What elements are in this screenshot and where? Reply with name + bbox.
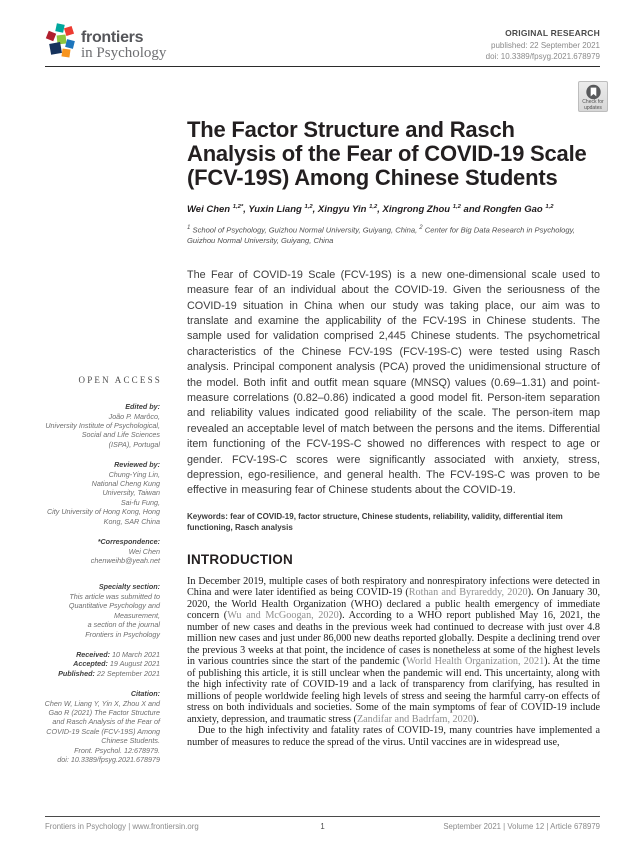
footer-rule — [45, 816, 600, 817]
citation-link[interactable]: Rothan and Byrareddy, 2020 — [408, 587, 528, 599]
abstract-text: The Fear of COVID-19 Scale (FCV-19S) is a new one-dimensional scale used to measure fear of an individual about the COVID-19. Given the seriousness of the COVID-19 situation in China when our study was taking place, our aim was to translate and examine the applicability of the FCV-19S in Chinese students. The sample used for validation comprised 2,445 Chinese students. The psychometrical characteristics of the Chinese FCV-19S (FCV-19S-C) were tested using Rasch analysis. Principal component analysis (PCA) proved the unidimensional structure of the model. Both infit and outfit mean square (MNSQ) values (0.69–1.31) and point-measure correlations (0.82–0.86) indicated a good model fit. Person-item separation and reliability values indicated good reliability of the scale. The person-item map revealed an acceptable level of match between the persons and the items. Differential item functioning of the FCV-19S-C showed no differences with respect to age or gender. FCV-19S-C scores were significantly associated with anxiety, stress, depression, ego-resilience, and general health. The FCV-19S-C was proven to be effective in measuring fear of Chinese students about the COVID-19. — [187, 268, 600, 497]
paragraph: Due to the high infectivity and fatality rates of COVID-19, many countries have implemented a number of measures to reduce the spread of the virus. Until vaccines are in widespread use, — [187, 725, 600, 748]
sidebar-line: Chen W, Liang Y, Yin X, Zhou X and — [44, 698, 160, 708]
frontiers-cubes-icon — [45, 23, 77, 61]
citation-link[interactable]: World Health Organization, 2021 — [406, 656, 545, 668]
article-title: The Factor Structure and Rasch Analysis of the Fear of COVID-19 Scale (FCV-19S) Among Chinese Students — [187, 117, 587, 190]
sidebar-line: Gao R (2021) The Factor Structure — [48, 708, 160, 718]
sidebar-block-label: Citation: — [130, 689, 160, 699]
keywords-line: Keywords: fear of COVID-19, factor structure, Chinese students, reliability, validity, differential item functioning, Rasch analysis — [187, 511, 563, 532]
sidebar-line: Wei Chen — [128, 546, 160, 556]
sidebar-block — [40, 402, 160, 449]
sidebar-line: and Rasch Analysis of the Fear of — [52, 717, 160, 727]
sidebar-block — [40, 582, 160, 639]
check-updates-badge[interactable] — [578, 81, 608, 112]
sidebar-blocks — [40, 402, 160, 764]
crossmark-icon — [585, 84, 602, 100]
authors-line: Wei Chen $^{1,2*}$, Yuxin Liang $^{1,2}$, Xingyu Yin $^{1,2}$, Xingrong Zhou $^{1,2}$ and Rongfen Gao $^{1,2}$ — [187, 204, 554, 216]
sidebar-line: Published: 22 September 2021 — [58, 668, 160, 678]
sidebar-line: Frontiers in Psychology — [85, 629, 160, 639]
sidebar-line: (ISPA), Portugal — [108, 439, 160, 449]
section-heading-introduction: INTRODUCTION — [187, 551, 293, 567]
sidebar-line: Social and Life Sciences — [81, 430, 160, 440]
sidebar-line: City University of Hong Kong, Hong — [46, 507, 160, 517]
citation-link[interactable]: Zandifar and Badrfam, 2020 — [356, 713, 473, 725]
sidebar-line: University, Taiwan — [102, 488, 160, 498]
published-date: published: 22 September 2021 — [491, 40, 600, 50]
sidebar-line: Sai-fu Fung, — [120, 497, 160, 507]
sidebar-block — [40, 460, 160, 526]
sidebar-line: This article was submitted to — [69, 591, 160, 601]
citation-link[interactable]: Wu and McGoogan, 2020 — [227, 610, 339, 622]
sidebar-line: João P. Marôco, — [108, 411, 160, 421]
paragraph: In December 2019, multiple cases of both respiratory and nonrespiratory infections were detected in China and were later identified as being COVID-19 (Rothan and Byrareddy, 2020). On January 30, 2020, the World Health Organization (WHO) declared a public health emergency of immediate concern (Wu and McGoogan, 2020). According to a WHO report published May 16, 2021, the number of new cases and deaths in the previous week had continued to decrease with just over 4.8 million new cases and just under 86,000 new deaths reported globally. Despite a declining trend over the previous 3 weeks at that point, the incidence of cases is nonetheless at some of the highest levels in various countries since the start of the pandemic (World Health Organization, 2021). At the time of publishing this article, it is still unclear when the pandemic will end. This uncertainty, along with the high infectivity rate of COVID-19 and a lack of transparency from clarifying, has resulted in millions of people worldwide feeling high levels of stress and seeing the harmful carry-on effects of stress on both individuals and societies. Some of the main symptoms of fear of COVID-19 include anxiety, depression, and traumatic stress (Zandifar and Badrfam, 2020). — [187, 575, 600, 725]
sidebar-line: Chung-Ying Lin, — [108, 469, 160, 479]
sidebar-line: doi: 10.3389/fpsyg.2021.678979 — [57, 755, 160, 765]
sidebar — [40, 375, 160, 775]
sidebar-line: National Cheng Kung — [91, 479, 160, 489]
sidebar-line: Chinese Students. — [101, 736, 160, 746]
sidebar-block — [40, 650, 160, 678]
main-column — [187, 118, 600, 748]
check-updates-label: Check for updates — [582, 99, 604, 111]
journal-name: frontiers — [81, 29, 144, 46]
footer-page-number: 1 — [320, 822, 325, 831]
affiliations-line: $^1$ School of Psychology, Guizhou Normal University, Guiyang, China, $^2$ Center for Big Data Research in Psychology, Guizhou Normal University, Guiyang, China — [187, 224, 575, 246]
header-meta — [486, 28, 600, 61]
sidebar-line: a section of the journal — [87, 620, 160, 630]
sidebar-line — [40, 556, 160, 565]
sidebar-block — [40, 537, 160, 565]
open-access-label: OPEN ACCESS — [78, 375, 162, 385]
sidebar-line: Front. Psychol. 12:678979. — [74, 745, 160, 755]
email-link[interactable]: chenweihb@yeah.net — [90, 555, 160, 565]
sidebar-line: Quantitative Psychology and — [68, 601, 160, 611]
sidebar-line: Accepted: 19 August 2021 — [73, 659, 160, 669]
sidebar-line: Measurement, — [114, 610, 160, 620]
header-rule — [45, 66, 600, 67]
journal-subtitle: in Psychology — [81, 45, 167, 61]
sidebar-line: University Institute of Psychological, — [45, 420, 160, 430]
article-type: ORIGINAL RESEARCH — [505, 28, 600, 38]
sidebar-block-label: *Correspondence: — [97, 537, 160, 547]
journal-logo — [45, 23, 166, 61]
footer-journal-url: Frontiers in Psychology | www.frontiersin.org — [45, 822, 199, 831]
sidebar-line: Kong, SAR China — [103, 516, 160, 526]
sidebar-line: COVID-19 Scale (FCV-19S) Among — [46, 726, 160, 736]
sidebar-block — [40, 689, 160, 764]
sidebar-block-label: Specialty section: — [98, 582, 160, 592]
doi-line: doi: 10.3389/fpsyg.2021.678979 — [485, 52, 600, 61]
sidebar-block-label: Edited by: — [125, 402, 160, 411]
footer-issue-info: September 2021 | Volume 12 | Article 678979 — [443, 822, 600, 831]
sidebar-line: Received: 10 March 2021 — [76, 649, 160, 659]
introduction-paragraphs — [187, 576, 600, 749]
sidebar-block-label: Reviewed by: — [114, 460, 160, 470]
